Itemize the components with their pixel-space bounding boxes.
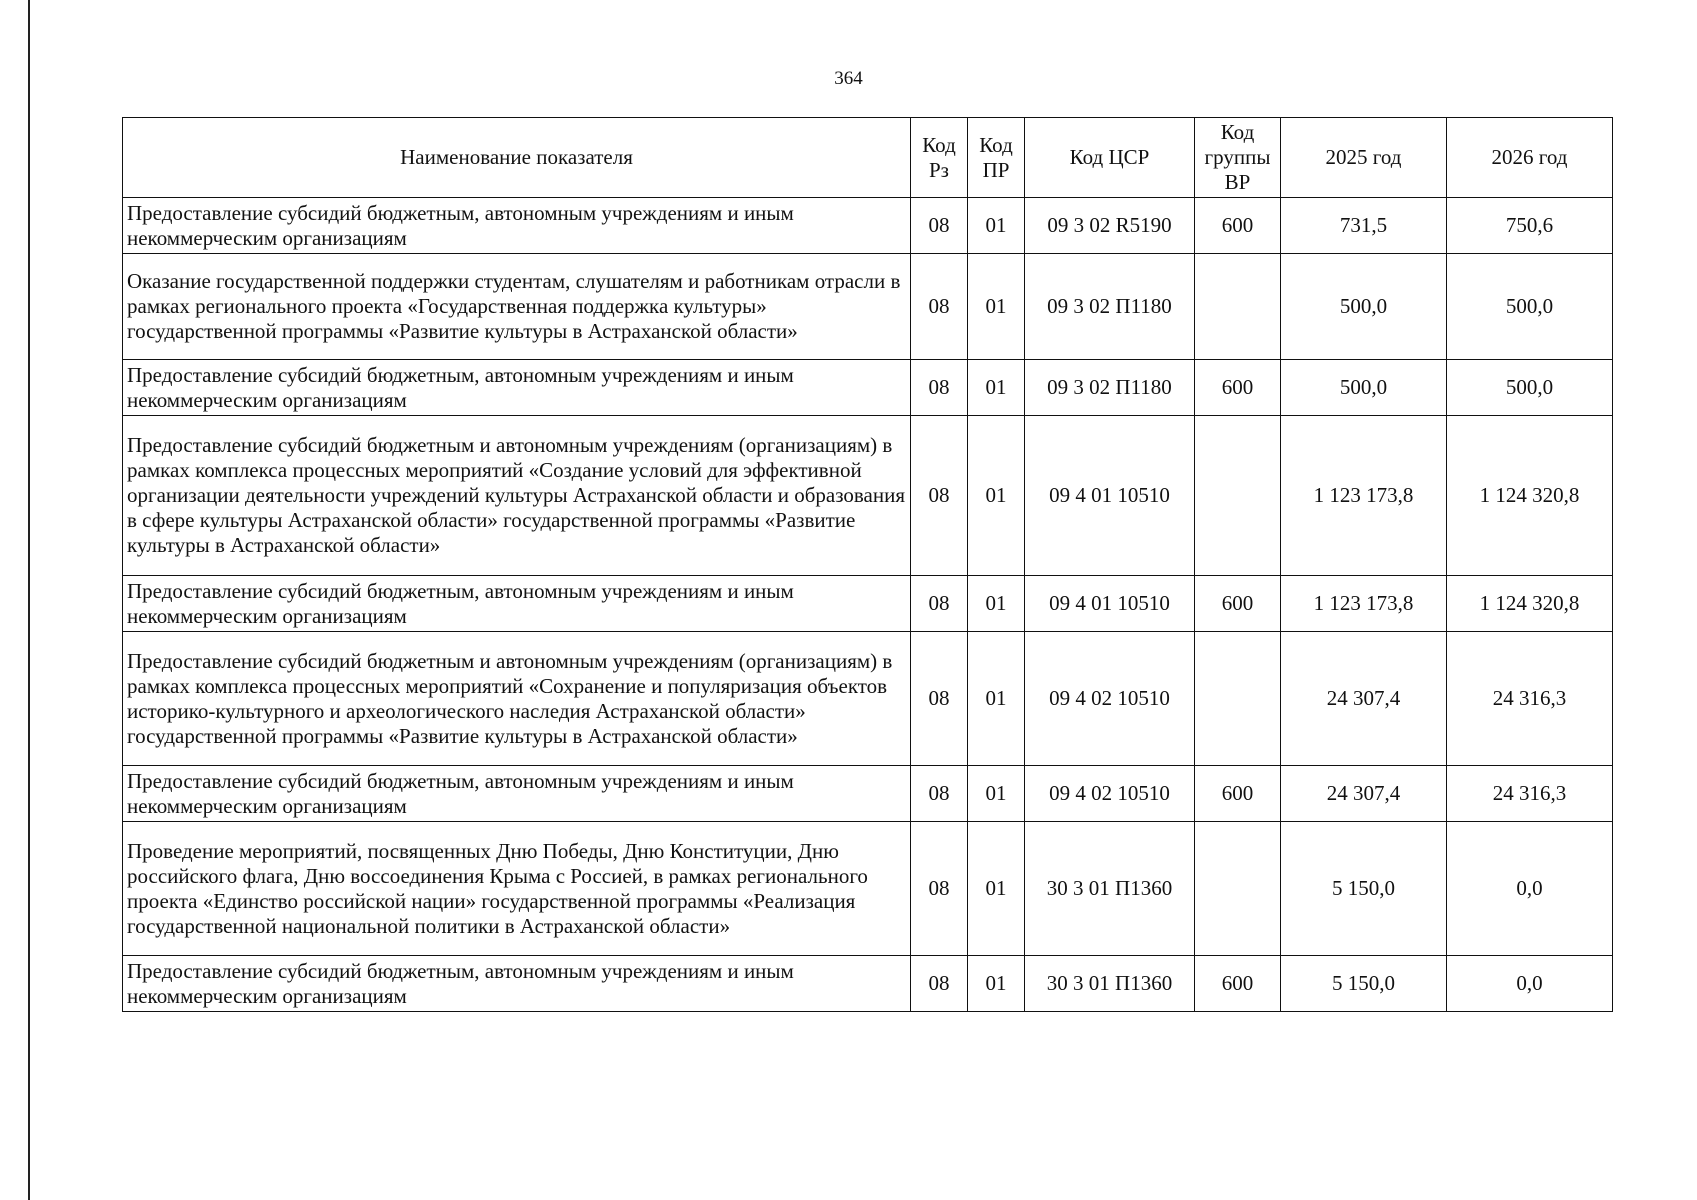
table-row <box>123 956 1613 1012</box>
cell-name: Предоставление субсидий бюджетным, автономным учреждениям и иным некоммерческим организациям <box>123 576 911 632</box>
table-row <box>123 198 1613 254</box>
cell-csr: 09 3 02 П1180 <box>1025 360 1195 416</box>
cell-name: Оказание государственной поддержки студентам, слушателям и работникам отрасли в рамках регионального проекта «Государственная поддержка культуры» государственной программы «Развитие культуры в Астраханской области» <box>123 254 911 360</box>
cell-vr <box>1195 254 1281 360</box>
cell-vr: 600 <box>1195 198 1281 254</box>
cell-2025: 731,5 <box>1281 198 1447 254</box>
cell-2026: 0,0 <box>1447 822 1613 956</box>
cell-pr: 01 <box>968 956 1025 1012</box>
cell-2026: 0,0 <box>1447 956 1613 1012</box>
cell-pr: 01 <box>968 360 1025 416</box>
table-row <box>123 360 1613 416</box>
cell-rz: 08 <box>911 254 968 360</box>
header-pr: Код ПР <box>968 118 1025 198</box>
cell-vr: 600 <box>1195 956 1281 1012</box>
header-csr: Код ЦСР <box>1025 118 1195 198</box>
cell-2026: 750,6 <box>1447 198 1613 254</box>
table-row <box>123 416 1613 576</box>
cell-rz: 08 <box>911 416 968 576</box>
table-header-row <box>123 118 1613 198</box>
table-row <box>123 822 1613 956</box>
cell-2025: 1 123 173,8 <box>1281 416 1447 576</box>
cell-name: Предоставление субсидий бюджетным и автономным учреждениям (организациям) в рамках комплекса процессных мероприятий «Создание условий для эффективной организации деятельности учреждений культуры Астраханской области и образования в сфере культуры Астраханской области» государственной программы «Развитие культуры в Астраханской области» <box>123 416 911 576</box>
cell-2026: 1 124 320,8 <box>1447 416 1613 576</box>
cell-2026: 24 316,3 <box>1447 632 1613 766</box>
cell-csr: 09 4 02 10510 <box>1025 766 1195 822</box>
cell-name: Предоставление субсидий бюджетным, автономным учреждениям и иным некоммерческим организациям <box>123 956 911 1012</box>
cell-vr <box>1195 632 1281 766</box>
table-row <box>123 766 1613 822</box>
page-number: 364 <box>834 68 863 89</box>
budget-table <box>122 117 1613 1012</box>
table-row <box>123 576 1613 632</box>
cell-csr: 09 3 02 R5190 <box>1025 198 1195 254</box>
cell-csr: 30 3 01 П1360 <box>1025 822 1195 956</box>
cell-2025: 24 307,4 <box>1281 766 1447 822</box>
cell-rz: 08 <box>911 198 968 254</box>
cell-rz: 08 <box>911 822 968 956</box>
cell-name: Проведение мероприятий, посвященных Дню Победы, Дню Конституции, Дню российского флага, Дню воссоединения Крыма с Россией, в рамках регионального проекта «Единство российской нации» государственной программы «Реализация государственной национальной политики в Астраханской области» <box>123 822 911 956</box>
header-vr: Код группы ВР <box>1195 118 1281 198</box>
cell-csr: 09 4 01 10510 <box>1025 416 1195 576</box>
cell-pr: 01 <box>968 822 1025 956</box>
cell-rz: 08 <box>911 956 968 1012</box>
header-2025: 2025 год <box>1281 118 1447 198</box>
cell-2026: 24 316,3 <box>1447 766 1613 822</box>
cell-vr <box>1195 822 1281 956</box>
cell-pr: 01 <box>968 254 1025 360</box>
cell-vr: 600 <box>1195 360 1281 416</box>
cell-rz: 08 <box>911 632 968 766</box>
cell-2026: 500,0 <box>1447 254 1613 360</box>
cell-2025: 5 150,0 <box>1281 956 1447 1012</box>
left-margin-rule <box>28 0 30 1200</box>
cell-pr: 01 <box>968 766 1025 822</box>
cell-2025: 500,0 <box>1281 254 1447 360</box>
cell-2025: 24 307,4 <box>1281 632 1447 766</box>
header-name: Наименование показателя <box>123 118 911 198</box>
cell-pr: 01 <box>968 198 1025 254</box>
cell-name: Предоставление субсидий бюджетным, автономным учреждениям и иным некоммерческим организациям <box>123 766 911 822</box>
cell-pr: 01 <box>968 576 1025 632</box>
table-row <box>123 632 1613 766</box>
cell-pr: 01 <box>968 632 1025 766</box>
cell-name: Предоставление субсидий бюджетным и автономным учреждениям (организациям) в рамках комплекса процессных мероприятий «Сохранение и популяризация объектов историко-культурного и археологического наследия Астраханской области» государственной программы «Развитие культуры в Астраханской области» <box>123 632 911 766</box>
cell-rz: 08 <box>911 766 968 822</box>
header-2026: 2026 год <box>1447 118 1613 198</box>
cell-csr: 30 3 01 П1360 <box>1025 956 1195 1012</box>
cell-name: Предоставление субсидий бюджетным, автономным учреждениям и иным некоммерческим организациям <box>123 360 911 416</box>
cell-2025: 1 123 173,8 <box>1281 576 1447 632</box>
cell-vr <box>1195 416 1281 576</box>
cell-2026: 500,0 <box>1447 360 1613 416</box>
cell-csr: 09 3 02 П1180 <box>1025 254 1195 360</box>
cell-2025: 500,0 <box>1281 360 1447 416</box>
cell-csr: 09 4 02 10510 <box>1025 632 1195 766</box>
cell-vr: 600 <box>1195 576 1281 632</box>
cell-vr: 600 <box>1195 766 1281 822</box>
cell-rz: 08 <box>911 360 968 416</box>
cell-rz: 08 <box>911 576 968 632</box>
cell-csr: 09 4 01 10510 <box>1025 576 1195 632</box>
cell-2026: 1 124 320,8 <box>1447 576 1613 632</box>
header-rz: Код Рз <box>911 118 968 198</box>
table-row <box>123 254 1613 360</box>
cell-name: Предоставление субсидий бюджетным, автономным учреждениям и иным некоммерческим организациям <box>123 198 911 254</box>
cell-2025: 5 150,0 <box>1281 822 1447 956</box>
cell-pr: 01 <box>968 416 1025 576</box>
